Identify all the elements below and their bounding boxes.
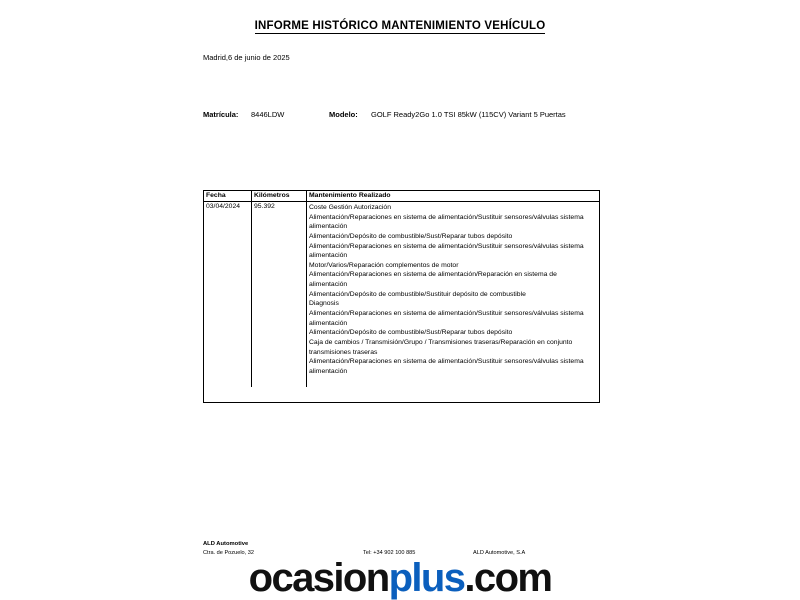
maintenance-item: Alimentación/Reparaciones en sistema de alimentación/Reparación en sistema de alimentación xyxy=(309,271,557,289)
cell-date: 03/04/2024 xyxy=(204,202,252,387)
maintenance-item: Alimentación/Reparaciones en sistema de alimentación/Sustituir sensores/válvulas sistema alimentación xyxy=(309,242,584,260)
footer-address: Ctra. de Pozuelo, 32 xyxy=(203,550,254,556)
logo-part-ocasion: ocasion xyxy=(248,556,389,600)
logo-part-plus: plus xyxy=(388,556,465,600)
logo-part-com: .com xyxy=(464,556,552,600)
plate-label: Matrícula: xyxy=(203,110,239,119)
footer-company: ALD Automotive, S.A xyxy=(473,550,526,556)
maintenance-item: Coste Gestión Autorización xyxy=(309,204,391,211)
page-title xyxy=(0,20,800,32)
page-title-text: INFORME HISTÓRICO MANTENIMIENTO VEHÍCULO xyxy=(254,20,546,32)
maintenance-item: Alimentación/Reparaciones en sistema de alimentación/Sustituir sensores/válvulas sistema alimentación xyxy=(309,310,584,327)
maintenance-item: Motor/Varios/Reparación complementos de motor xyxy=(309,261,459,269)
column-header-date: Fecha xyxy=(204,191,252,201)
place-and-date: Madrid,6 de junio de 2025 xyxy=(203,53,290,62)
model-label: Modelo: xyxy=(329,110,358,119)
maintenance-item: Alimentación/Depósito de combustible/Sust/Reparar tubos depósito xyxy=(309,232,513,240)
maintenance-item: Diagnosis xyxy=(309,300,339,308)
ocasionplus-logo xyxy=(0,558,800,598)
cell-maintenance-list xyxy=(307,202,599,402)
column-header-km: Kilómetros xyxy=(252,191,307,201)
maintenance-item: Alimentación/Reparaciones en sistema de alimentación/Sustituir sensores/válvulas sistema alimentación xyxy=(309,358,584,375)
maintenance-item: Alimentación/Depósito de combustible/Sust/Reparar tubos depósito xyxy=(309,329,513,337)
plate-value: 8446LDW xyxy=(251,110,285,119)
table-row xyxy=(204,202,599,402)
maintenance-item: Alimentación/Reparaciones en sistema de alimentación/Sustituir sensores/válvulas sistema alimentación xyxy=(309,213,584,231)
column-header-maintenance: Mantenimiento Realizado xyxy=(309,192,391,199)
cell-km: 95.392 xyxy=(252,202,307,387)
maintenance-table xyxy=(203,190,600,403)
maintenance-item: Alimentación/Depósito de combustible/Sustituir depósito de combustible xyxy=(309,290,526,298)
footer-brand: ALD Automotive xyxy=(203,541,249,547)
table-header-row xyxy=(204,191,599,202)
model-value: GOLF Ready2Go 1.0 TSI 85kW (115CV) Variant 5 Puertas xyxy=(371,110,566,119)
maintenance-item: Caja de cambios / Transmisión/Grupo / Transmisiones traseras/Reparación en conjunto transmisiones traseras xyxy=(309,338,573,356)
footer-phone: Tel: +34 902 100 885 xyxy=(363,550,416,556)
